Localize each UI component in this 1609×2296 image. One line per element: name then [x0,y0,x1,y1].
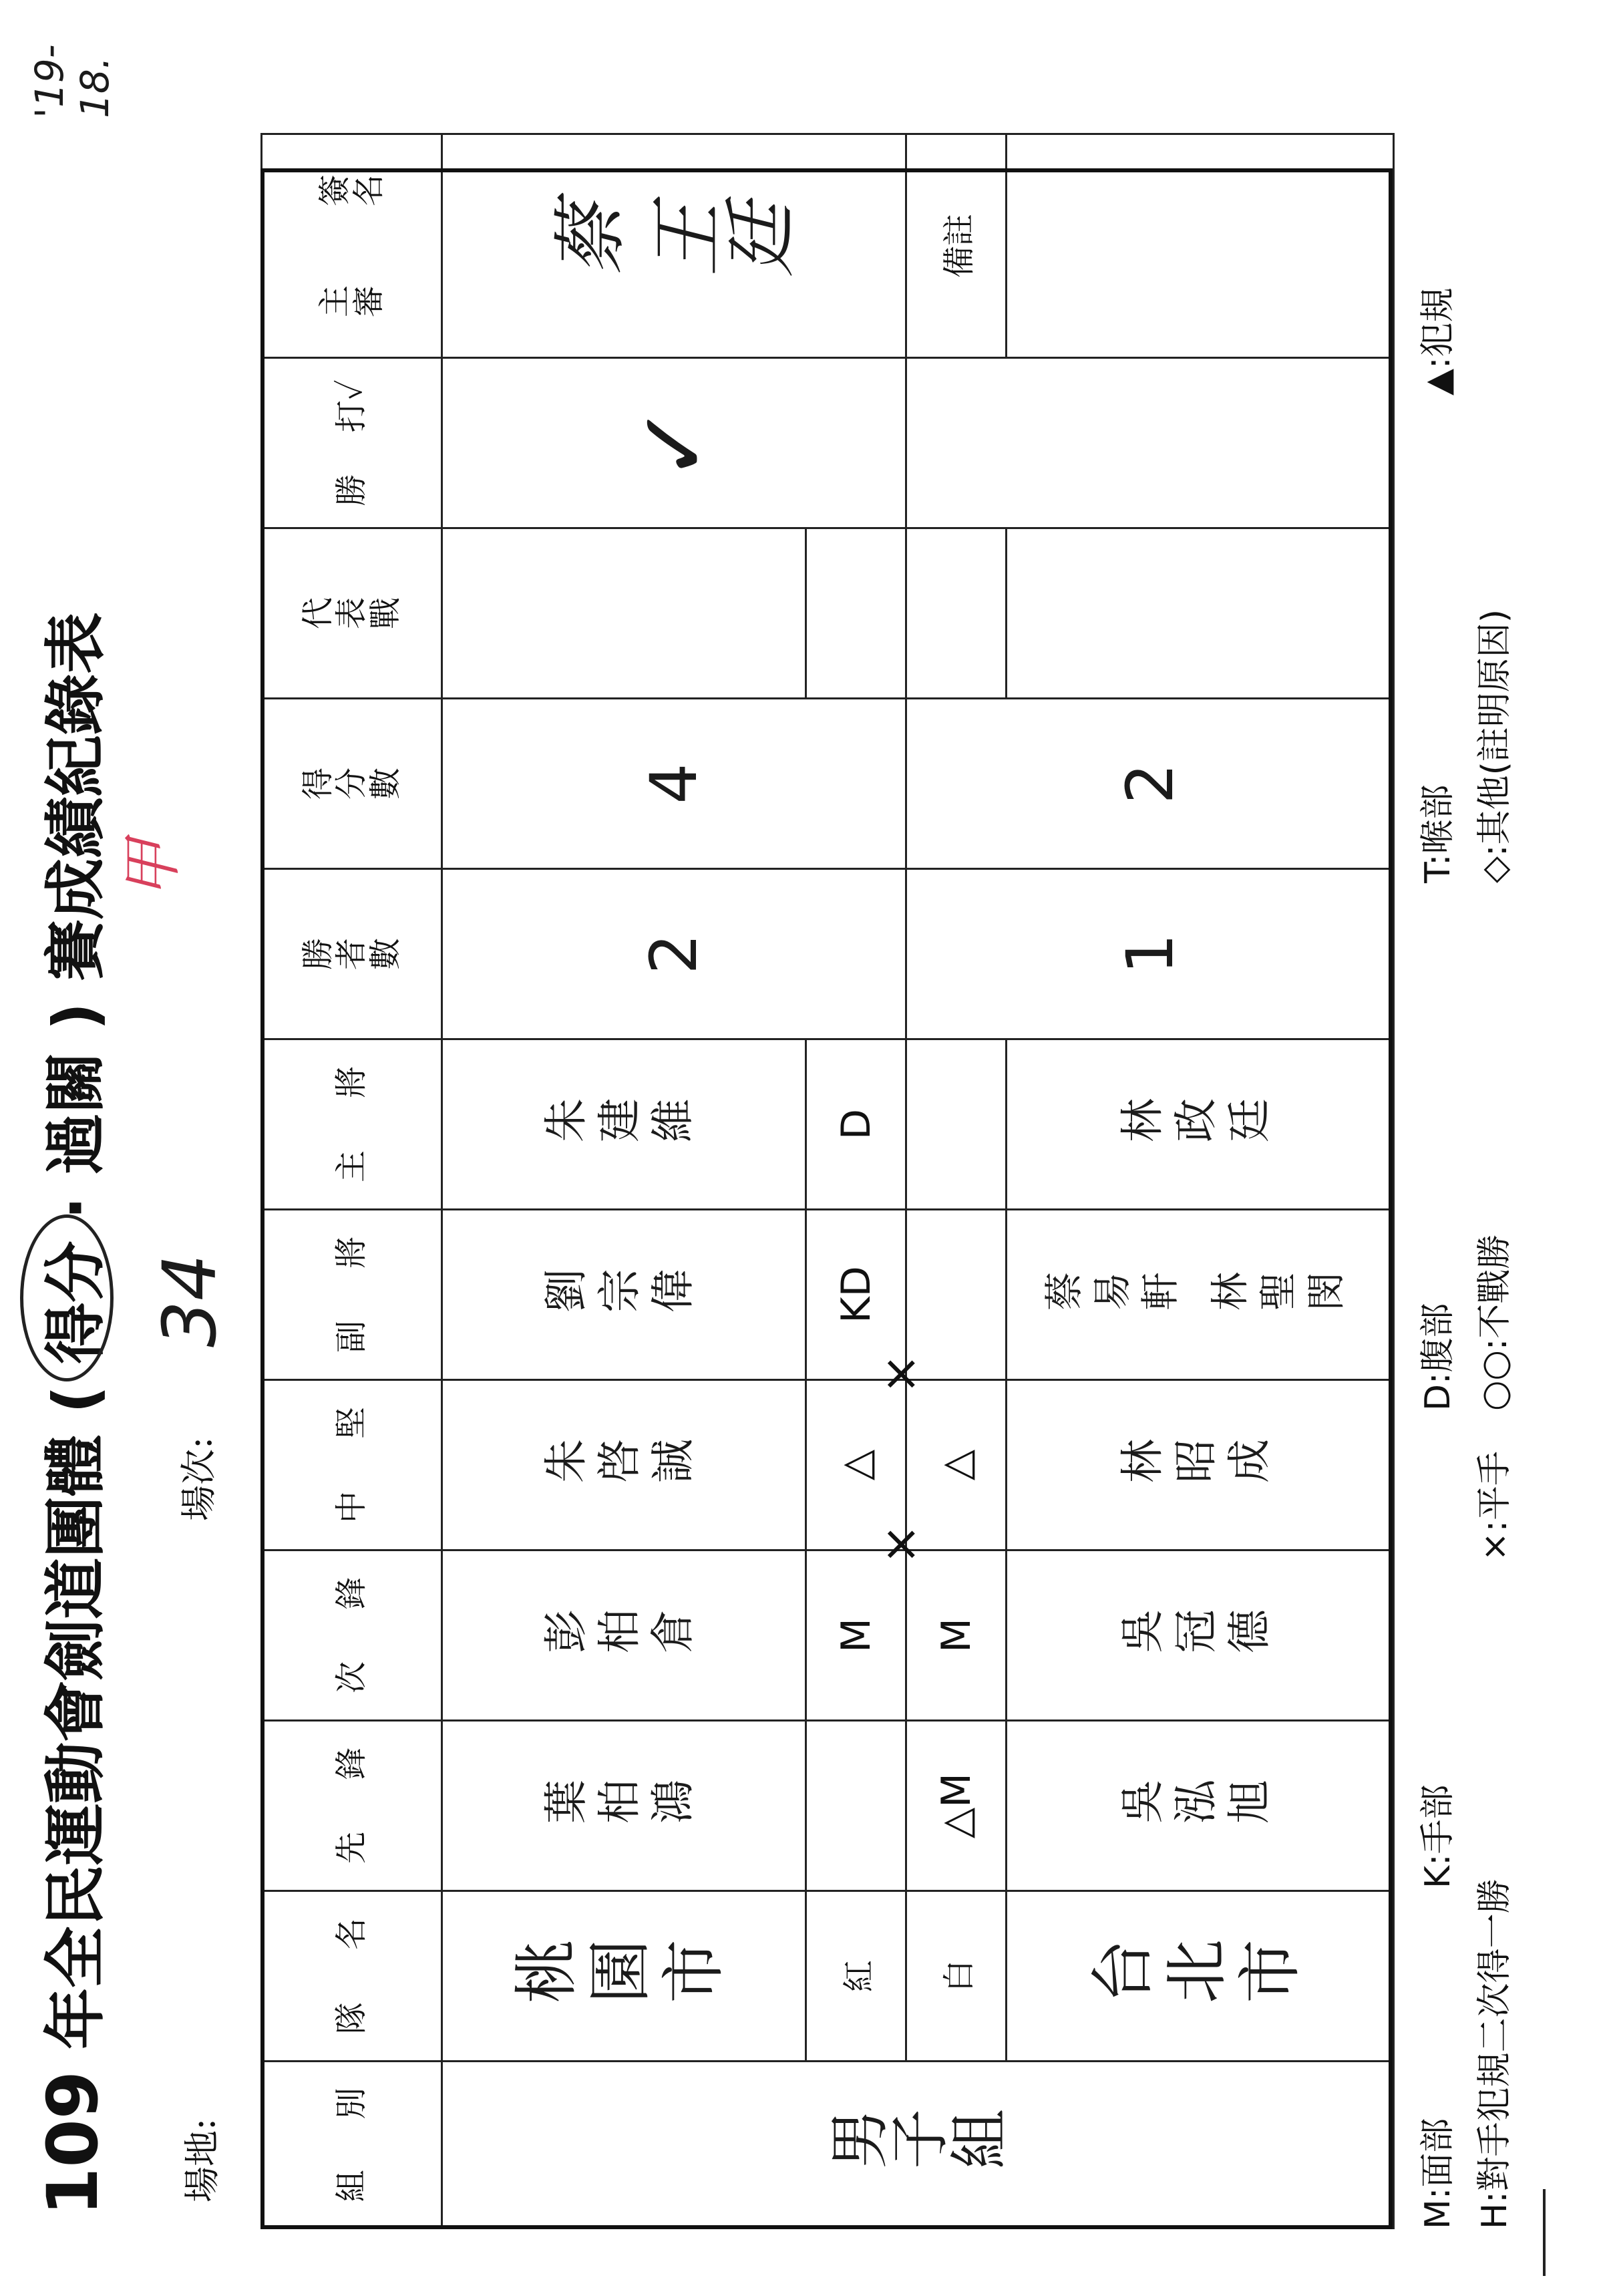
header-team: 隊 名 [262,1891,442,2062]
red-score-fukusho: KD [806,1210,906,1380]
white-chuken: 林昭成 [1007,1380,1394,1550]
red-score-senpo [806,1721,906,1891]
group-value: 男子組 [828,2110,1008,2180]
white-wins: 1 [906,869,1394,1039]
header-row [262,134,442,2229]
white-score-jiho: M [906,1550,1007,1721]
white-senpo: 吳泓旭 [1007,1721,1394,1891]
red-score-taisho: D [806,1039,906,1210]
red-jiho: 彭柏倉 [442,1550,806,1721]
selected-option-circle [20,1214,114,1381]
title-dot: · [40,1196,112,1220]
red-fukusho: 劉宗偉 [442,1210,806,1380]
venue-label: 場地: [181,2118,223,2202]
tie-mark-jiho: × [872,1524,928,1565]
legend-do: D:腹部 [1418,1303,1458,1411]
title-paren-close: ) [40,1002,112,1031]
remarks-header: 備註 [906,134,1007,358]
legend-other: ◇:其他(註明原因) [1475,609,1515,883]
white-team-name: 台北市 [1007,1891,1394,2062]
remarks-cell [1007,134,1394,358]
title-paren-open: ( [40,1385,112,1414]
white-score-chuken: △ [906,1380,1007,1550]
white-taisho: 林政廷 [1007,1039,1394,1210]
round-value: 34 [147,1254,232,1347]
red-victory: ✓ [442,358,906,528]
legend-tsuki: T:喉部 [1418,784,1458,883]
header-jiho: 次 鋒 [262,1550,442,1721]
title-option-score-wrap [27,1241,115,1364]
legend-men: M:面部 [1418,2118,1458,2229]
red-team-row [442,134,806,2229]
tie-mark-chuken: × [872,1353,928,1394]
header-victory: 勝 打✓ [262,358,442,528]
scan-mark [1543,2189,1546,2276]
red-daihyo-score [806,528,906,699]
white-points: 2 [906,699,1394,869]
legend-row-2 [1466,168,1516,2229]
red-side-label: 紅 [806,1891,906,2062]
round-label: 場次: [178,1436,220,1521]
white-side-label: 白 [906,1891,1007,2062]
red-chuken: 朱啓誠 [442,1380,806,1550]
red-score-chuken: △ [806,1380,906,1550]
header-fukusho: 副 將 [262,1210,442,1380]
title-option-pass: 過關 [40,1051,112,1175]
title-option-score: 得分 [40,1241,112,1364]
white-score-senpo: △M [906,1721,1007,1891]
legend-fusen: ○○:不戰勝 [1475,1234,1515,1411]
white-daihyo [1007,528,1394,699]
white-jiho: 吳冠德 [1007,1550,1394,1721]
white-score-taisho [906,1039,1007,1210]
white-fukusho: 蔡易軒 林聖閔 [1007,1210,1394,1380]
legend-row-1 [1409,168,1459,2229]
white-score-row [906,134,1007,2229]
legend-foul: ▲:犯規 [1418,287,1458,395]
red-taisho: 朱建維 [442,1039,806,1210]
page-title [27,613,115,2216]
header-daihyo: 代 表 戰 [262,528,442,699]
title-year: 109 [32,2070,114,2216]
red-score-jiho: M [806,1550,906,1721]
header-points: 得 分 數 [262,699,442,869]
header-group: 組 別 [262,2062,442,2229]
header-senpo: 先 鋒 [262,1721,442,1891]
red-wins: 2 [442,869,906,1039]
header-referee: 主 審 簽 名 [262,134,442,358]
group-cell [442,2062,1394,2229]
red-senpo: 葉柏鴻 [442,1721,806,1891]
title-suffix: 賽成績紀錄表 [40,612,112,981]
title-prefix: 年全民運動會劍道團體 [40,1434,112,2049]
header-chuken: 中 堅 [262,1380,442,1550]
red-team-name: 桃園市 [442,1891,806,2062]
record-table [260,133,1395,2229]
venue-red-mark: 甲 [118,840,188,900]
red-points: 4 [442,699,906,869]
legend-hansoku: H:對手犯規二次得一勝 [1475,1878,1515,2229]
legend-kote: K:手部 [1418,1784,1458,1889]
white-daihyo-score [906,528,1007,699]
white-victory [906,358,1394,528]
header-wins: 勝 者 數 [262,869,442,1039]
legend-draw: ×:平手 [1475,1450,1515,1561]
corner-handwriting: '19-18. [27,44,118,118]
red-daihyo [442,528,806,699]
header-taisho: 主 將 [262,1039,442,1210]
referee-signature-cell: 蔡 王廷 [442,134,906,358]
